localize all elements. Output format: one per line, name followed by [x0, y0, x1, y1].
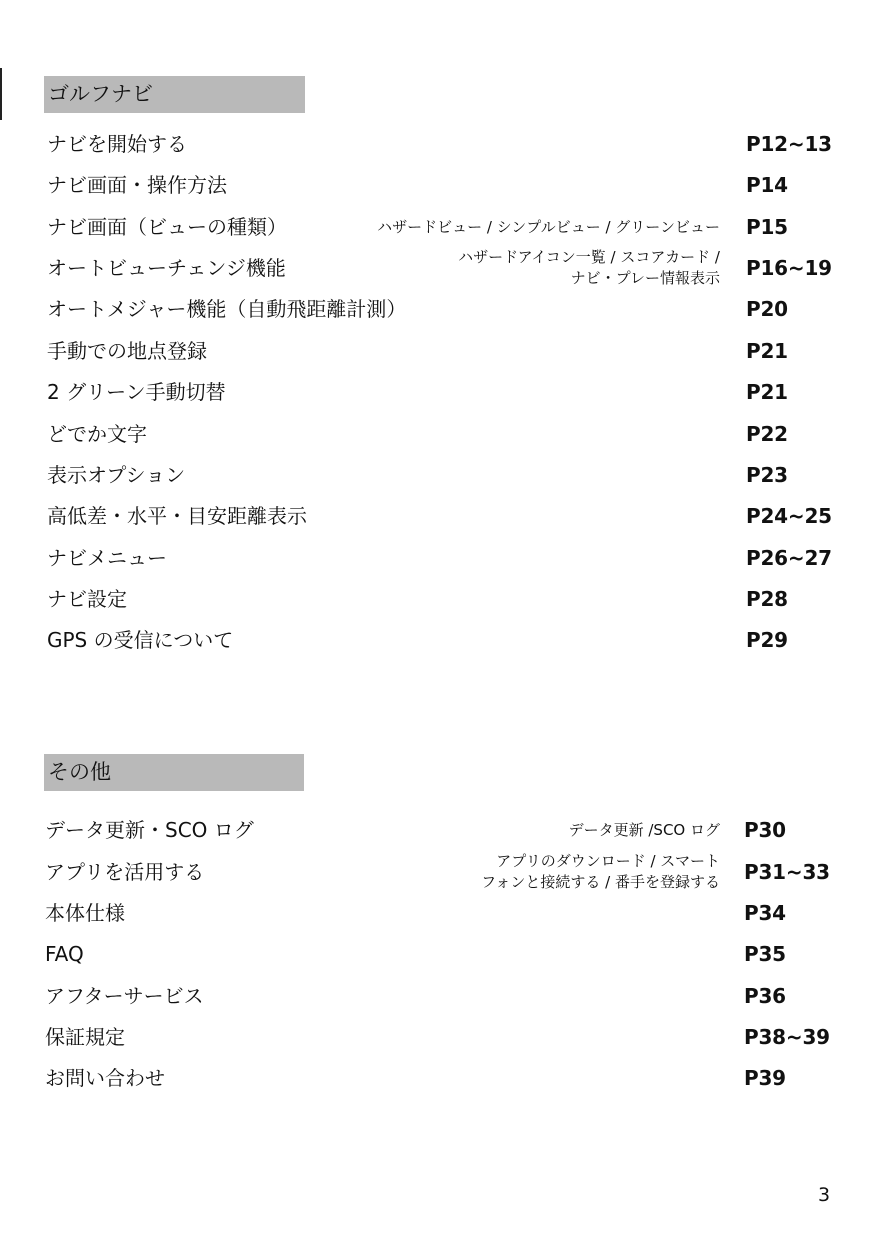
toc-row[interactable] — [0, 538, 875, 578]
toc-page: P29 — [746, 628, 788, 652]
toc-page: P30 — [744, 818, 786, 842]
margin-mark — [0, 68, 2, 120]
toc-page: P22 — [746, 422, 788, 446]
toc-subtopics — [569, 810, 720, 850]
toc-row[interactable] — [0, 1017, 875, 1057]
toc-title: 手動での地点登録 — [47, 339, 207, 363]
toc-page: P28 — [746, 587, 788, 611]
toc-row[interactable] — [0, 455, 875, 495]
toc-title: お問い合わせ — [45, 1066, 165, 1090]
toc-row[interactable] — [0, 124, 875, 164]
section-header-golf-navi: ゴルフナビ — [44, 76, 305, 113]
toc-title: ナビ画面・操作方法 — [47, 173, 227, 197]
toc-subtopic-line: ハザードアイコン一覧 / スコアカード / — [458, 248, 720, 266]
toc-page: P36 — [744, 984, 786, 1008]
toc-row[interactable] — [0, 165, 875, 205]
toc-title: FAQ — [45, 942, 84, 966]
toc-title: GPS の受信について — [47, 628, 234, 652]
toc-row[interactable] — [0, 810, 875, 850]
toc-row[interactable] — [0, 496, 875, 536]
toc-subtopic-line: データ更新 /SCO ログ — [568, 821, 720, 839]
toc-row[interactable] — [0, 331, 875, 371]
toc-title: アフターサービス — [45, 984, 204, 1008]
toc-title: オートメジャー機能（自動飛距離計測） — [47, 297, 407, 321]
toc-row[interactable] — [0, 248, 875, 288]
toc-subtopic-line: ナビ・プレー情報表示 — [570, 269, 720, 287]
toc-title: 本体仕様 — [45, 901, 125, 925]
toc-subtopics — [458, 247, 720, 289]
toc-row[interactable] — [0, 893, 875, 933]
toc-page: P20 — [746, 297, 788, 321]
toc-row[interactable] — [0, 852, 875, 892]
toc-row[interactable] — [0, 289, 875, 329]
toc-row[interactable] — [0, 207, 875, 247]
toc-title: ナビを開始する — [47, 132, 187, 156]
section-header-other: その他 — [44, 754, 304, 791]
page-number: 3 — [818, 1184, 831, 1206]
toc-row[interactable] — [0, 976, 875, 1016]
toc-row[interactable] — [0, 372, 875, 412]
toc-page: P16~19 — [746, 256, 832, 280]
toc-title: 表示オプション — [47, 463, 186, 487]
toc-subtopics — [481, 851, 720, 893]
toc-row[interactable] — [0, 579, 875, 619]
toc-title: 2 グリーン手動切替 — [47, 380, 226, 404]
toc-title: 高低差・水平・目安距離表示 — [47, 504, 307, 528]
toc-row[interactable] — [0, 1058, 875, 1098]
toc-page: P21 — [746, 339, 788, 363]
toc-title: ナビ画面（ビューの種類） — [47, 215, 287, 239]
toc-title: どでか文字 — [47, 422, 147, 446]
toc-page: P24~25 — [746, 504, 832, 528]
toc-subtopic-line: アプリのダウンロード / スマート — [496, 852, 720, 870]
toc-page: P34 — [744, 901, 786, 925]
toc-page: P31~33 — [744, 860, 830, 884]
toc-title: 保証規定 — [45, 1025, 125, 1049]
toc-page: P26~27 — [746, 546, 832, 570]
toc-row[interactable] — [0, 620, 875, 660]
toc-row[interactable] — [0, 934, 875, 974]
toc-page: P15 — [746, 215, 788, 239]
toc-title: アプリを活用する — [45, 860, 205, 884]
toc-page: P12~13 — [746, 132, 832, 156]
toc-page: P14 — [746, 173, 788, 197]
toc-title: ナビ設定 — [47, 587, 127, 611]
toc-page: P39 — [744, 1066, 786, 1090]
toc-page: P21 — [746, 380, 788, 404]
toc-title: ナビメニュー — [47, 546, 167, 570]
toc-title: オートビューチェンジ機能 — [47, 256, 286, 280]
toc-subtopic-line: ハザードビュー / シンプルビュー / グリーンビュー — [377, 218, 720, 236]
toc-page: P35 — [744, 942, 786, 966]
toc-page: P23 — [746, 463, 788, 487]
toc-page: P38~39 — [744, 1025, 830, 1049]
toc-subtopic-line: フォンと接続する / 番手を登録する — [481, 873, 720, 891]
toc-title: データ更新・SCO ログ — [45, 818, 254, 842]
toc-row[interactable] — [0, 414, 875, 454]
toc-subtopics — [377, 207, 720, 247]
